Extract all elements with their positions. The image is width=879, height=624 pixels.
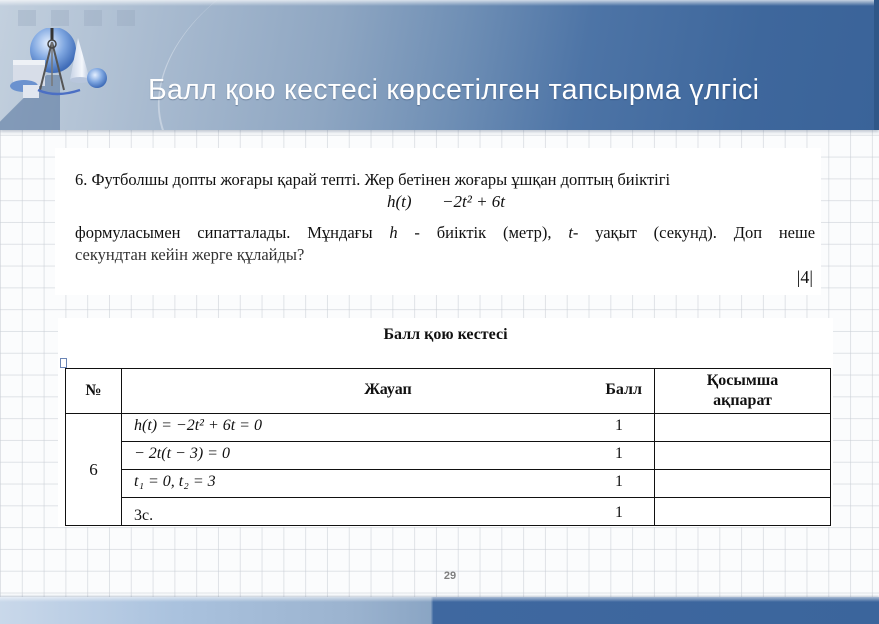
table-row xyxy=(66,470,831,498)
page-number: 29 xyxy=(443,570,457,582)
header-extra-info-label: Қосымша ақпарат xyxy=(706,372,779,409)
slide-header xyxy=(0,0,879,130)
table-row xyxy=(66,498,831,526)
answer-text: 3с. xyxy=(134,507,154,524)
table-anchor-icon[interactable] xyxy=(60,358,67,368)
task-text-segment: формуласымен сипатталады. Мұндағы xyxy=(75,223,373,242)
extra-info-cell xyxy=(655,442,831,470)
slide-title: Балл қою кестесі көрсетілген тапсырма үлгісі xyxy=(148,74,760,106)
extra-info-cell xyxy=(655,414,831,442)
header-answer-points xyxy=(122,369,655,414)
header-edge xyxy=(874,0,879,130)
variable-t: t xyxy=(568,223,573,242)
answer-text: t₁ = 0, t₂ = 3 xyxy=(134,473,216,490)
decorative-swoosh xyxy=(119,0,504,130)
geometry-shapes-compass-icon xyxy=(8,28,113,100)
header-points: Балл xyxy=(605,381,642,398)
header-number: № xyxy=(66,369,122,414)
task-panel xyxy=(55,148,821,295)
points-value: 1 xyxy=(615,504,623,521)
score-table-title: Балл қою кестесі xyxy=(383,326,508,343)
task-text-segment: - биіктік (метр), xyxy=(414,223,552,242)
formula-lhs: h(t) xyxy=(387,192,412,211)
task-statement-line4: секундтан кейін жерге құлайды? xyxy=(75,245,305,264)
extra-info-cell xyxy=(655,498,831,526)
extra-info-cell xyxy=(655,470,831,498)
score-table xyxy=(65,368,831,526)
answer-text: h(t) = −2t² + 6t = 0 xyxy=(134,417,262,434)
task-number-cell: 6 xyxy=(66,414,122,526)
points-value: 1 xyxy=(615,445,623,462)
answer-cell xyxy=(122,470,655,498)
score-table-panel xyxy=(58,318,833,527)
formula-rhs: −2t² + 6t xyxy=(442,192,506,211)
task-statement-line1: 6. Футболшы допты жоғары қарай тепті. Жер бетінен жоғары ұшқан доптың биіктігі xyxy=(75,170,671,189)
table-header-row xyxy=(66,369,831,414)
header-extra-info xyxy=(655,369,831,414)
answer-cell xyxy=(122,442,655,470)
table-row xyxy=(66,442,831,470)
variable-h: h xyxy=(389,223,398,242)
answer-cell xyxy=(122,498,655,526)
points-value: 1 xyxy=(615,417,623,434)
task-max-score: |4| xyxy=(796,267,813,287)
table-row xyxy=(66,414,831,442)
task-text-segment: - уақыт (секунд). Доп неше xyxy=(572,223,816,242)
task-statement-line3 xyxy=(75,223,815,243)
header-answer: Жауап xyxy=(364,381,412,398)
height-formula xyxy=(387,192,505,212)
answer-cell xyxy=(122,414,655,442)
answer-text: − 2t(t − 3) = 0 xyxy=(134,445,230,462)
points-value: 1 xyxy=(615,473,623,490)
slide-footer-bar xyxy=(0,597,879,624)
